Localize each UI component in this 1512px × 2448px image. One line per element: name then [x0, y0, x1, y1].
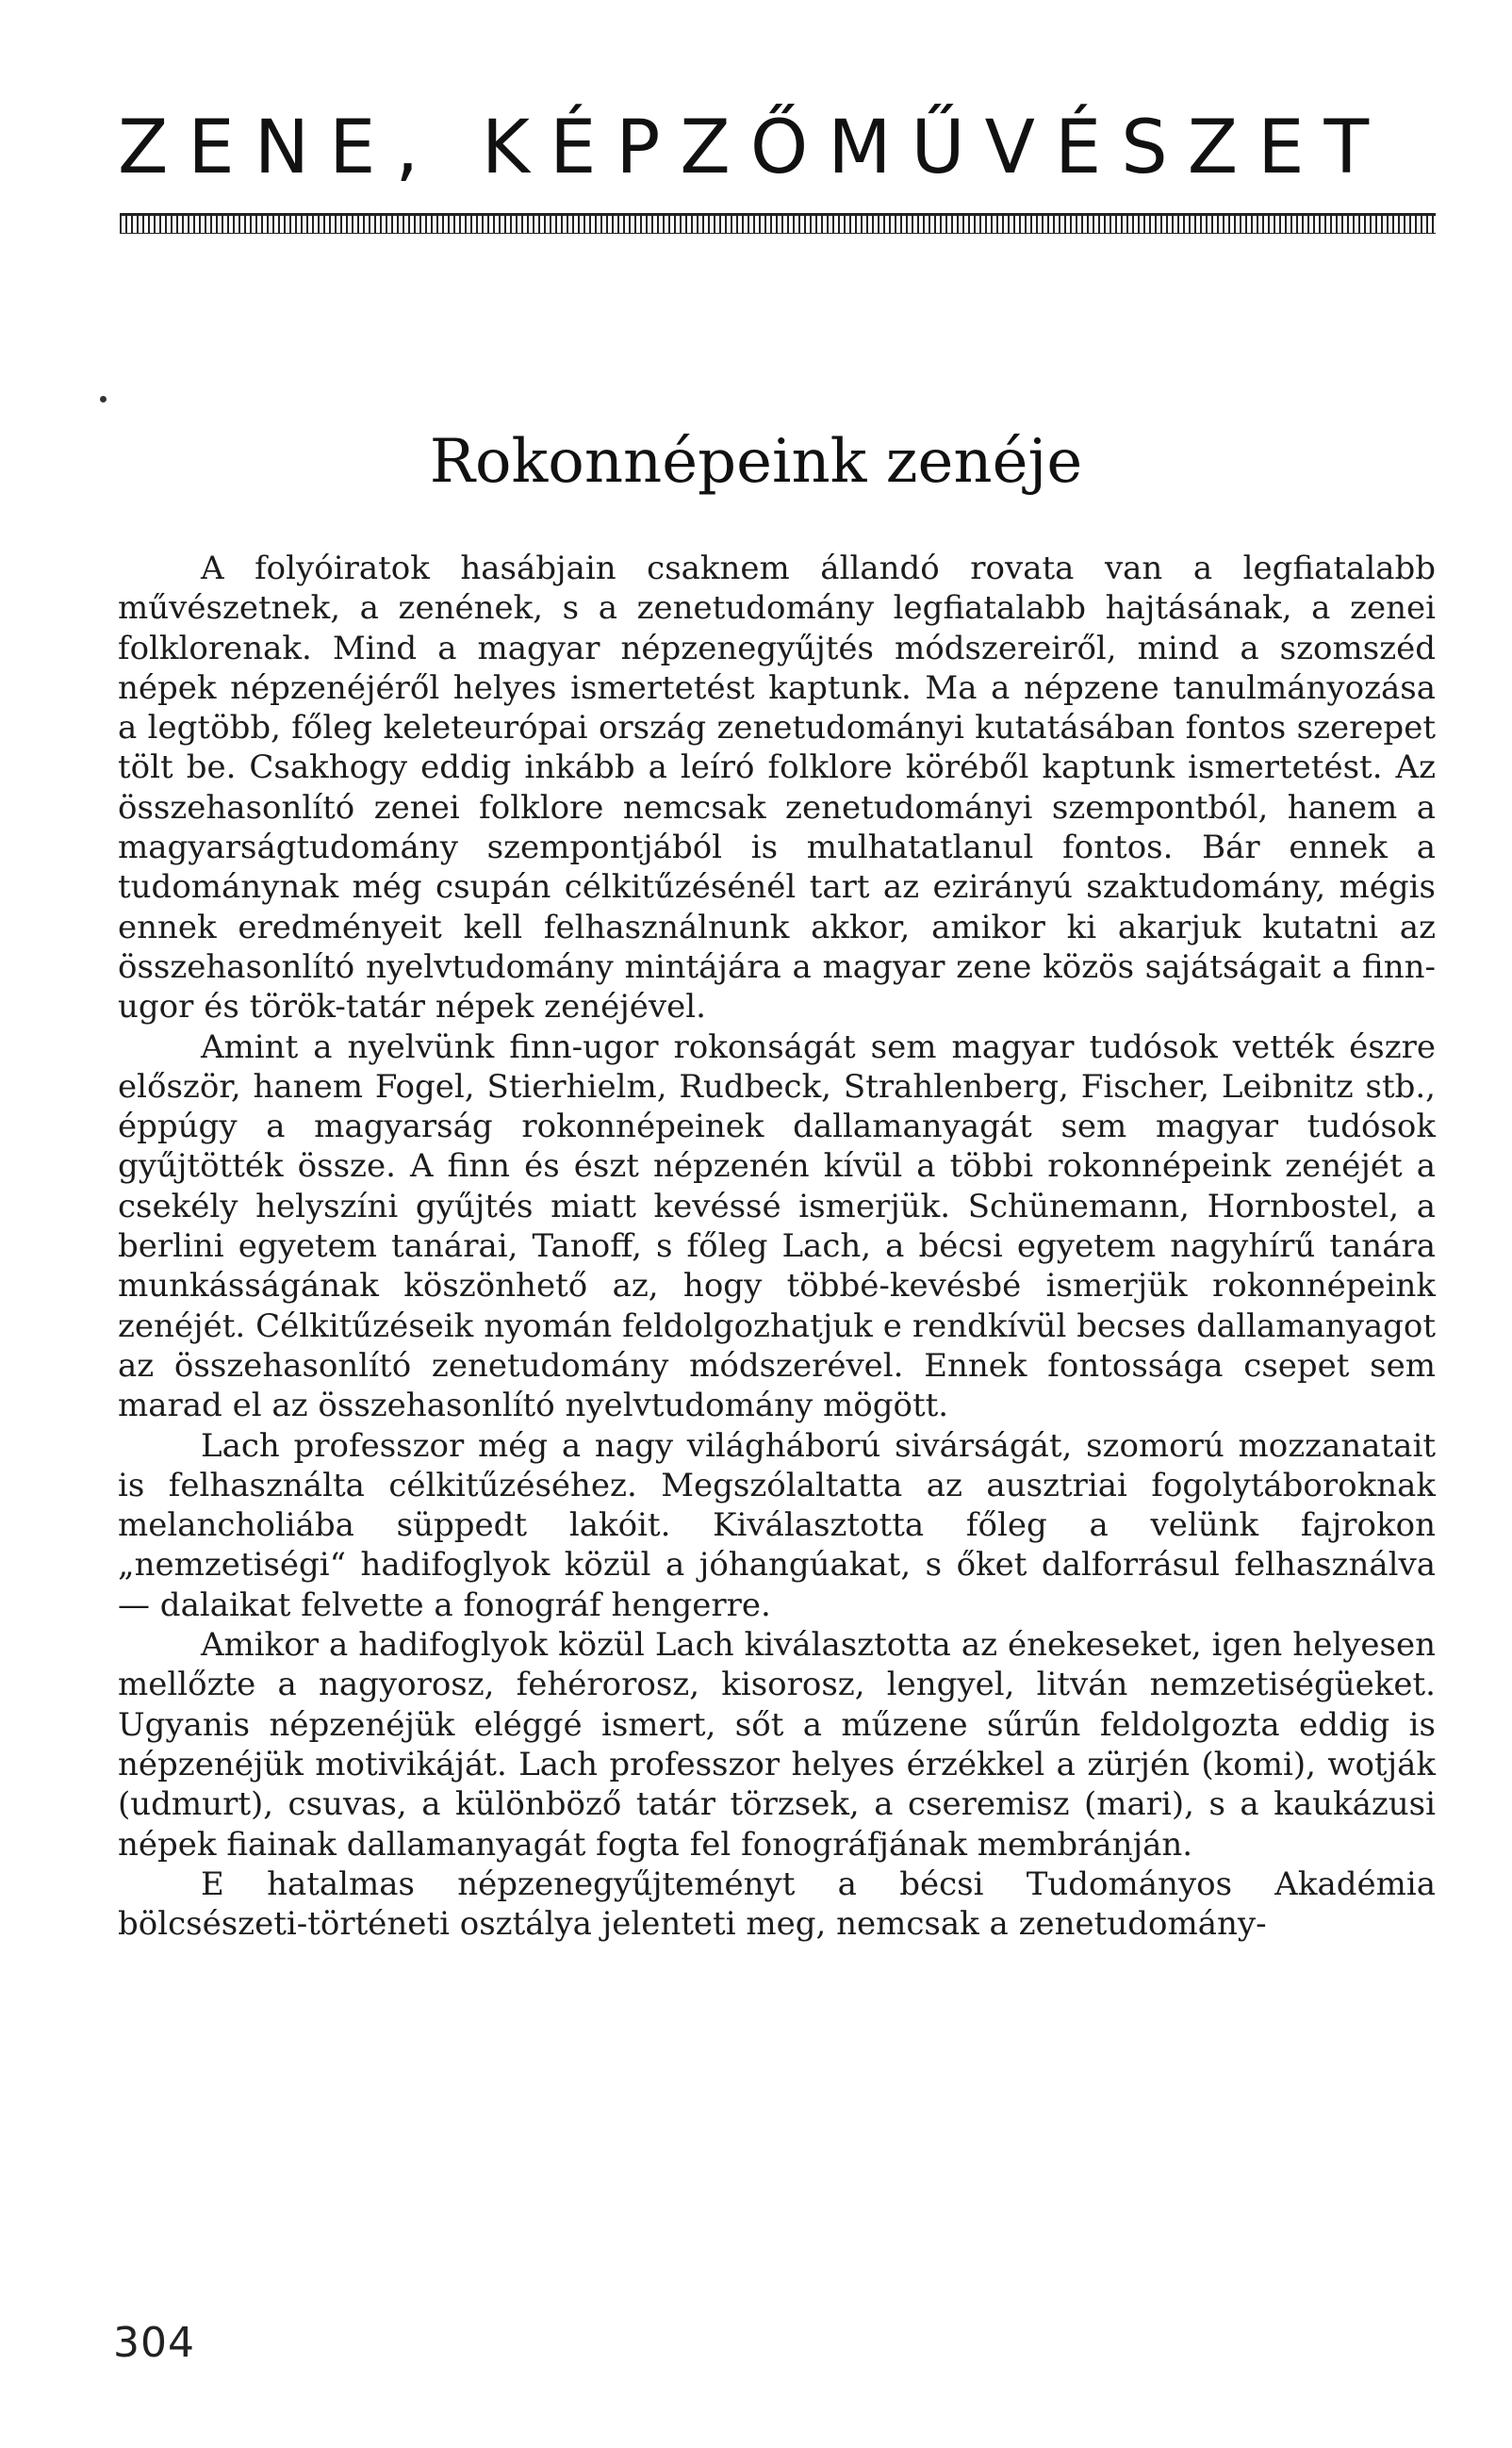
page-number: 304 — [113, 2319, 195, 2367]
paragraph-3: Lach professzor még a nagy világháború sivárságát, szomorú mozzanatait is felhasználta célkitűzéséhez. Megszólaltatta az ausztriai fogolytáboroknak melancholiába süppedt lakóit. Kiválasztotta főleg a velünk fajrokon „nemzetiségi“ hadifoglyok közül a jóhangúakat, s őket dalforrásul felhasználva — dalaikat felvette a fonográf hengerre. — [118, 1426, 1436, 1624]
paragraph-4: Amikor a hadifoglyok közül Lach kiválasztotta az énekeseket, igen helyesen mellőzte a nagyorosz, fehérorosz, kisorosz, lengyel, litván nemzetiségüeket. Ugyanis népzenéjük eléggé ismert, sőt a műzene sűrűn feldolgozta eddig is népzenéjük motivikáját. Lach professzor helyes érzékkel a zürjén (komi), wotják (udmurt), csuvas, a különböző tatár törzsek, a cseremisz (mari), s a kaukázusi népek fiainak dallamanyagát fogta fel fonográfjának membránján. — [118, 1626, 1436, 1864]
paragraph-2: Amint a nyelvünk finn-ugor rokonságát sem magyar tudósok vették észre először, hanem Fogel, Stierhielm, Rudbeck, Strahlenberg, Fischer, Leibnitz stb., éppúgy a magyarság rokonnépeinek dallamanyagát sem magyar tudósok gyűjtötték össze. A finn és észt népzenén kívül a többi rokonnépeink zenéjét a csekély helyszíni gyűjtés miatt kevéssé ismerjük. Schünemann, Hornbostel, a berlini egyetem tanárai, Tanoff, s főleg Lach, a bécsi egyetem nagyhírű tanára munkásságának köszönhető az, hogy többé-kevésbé ismerjük rokonnépeink zenéjét. Célkitűzéseik nyomán feldolgozhatjuk e rendkívül becses dallamanyagot az összehasonlító zenetudomány módszerével. Ennek fontossága csepet sem marad el az összehasonlító nyelvtudomány mögött. — [118, 1027, 1436, 1425]
header-rule-divider — [120, 213, 1436, 234]
paragraph-1: A folyóiratok hasábjain csaknem állandó rovata van a legfiatalabb művészetnek, a zenének, s a zenetudomány legfiatalabb hajtásának, a zenei folklorenak. Mind a magyar népzenegyűjtés módszereiről, mind a szomszéd népek népzenéjéről helyes ismertetést kaptunk. Ma a népzene tanulmányozása a legtöbb, főleg keleteurópai ország zenetudományi kutatásában fontos szerepet tölt be. Csakhogy eddig inkább a leíró folklore köréből kaptunk ismertetést. Az összehasonlító zenei folklore nemcsak zenetudományi szempontból, hanem a magyarságtudomány szempontjából is mulhatatlanul fontos. Bár ennek a tudománynak még csupán célkitűzésénél tart az ezirányú szaktudomány, mégis ennek eredményeit kell felhasználnunk akkor, amikor ki akarjuk kutatni az összehasonlító nyelvtudomány mintájára a magyar zene közös sajátságait a finn-ugor és török-tatár népek zenéjével. — [118, 550, 1436, 1027]
article-body — [118, 549, 1436, 1944]
paragraph-5: E hatalmas népzenegyűjteményt a bécsi Tudományos Akadémia bölcsészeti-történeti osztálya jelenteti meg, nemcsak a zenetudomány- — [118, 1865, 1436, 1944]
section-header: ZENE, KÉPZŐMŰVÉSZET — [118, 106, 1389, 190]
ink-dot — [100, 396, 107, 403]
article-title: Rokonnépeink zenéje — [429, 427, 1083, 497]
